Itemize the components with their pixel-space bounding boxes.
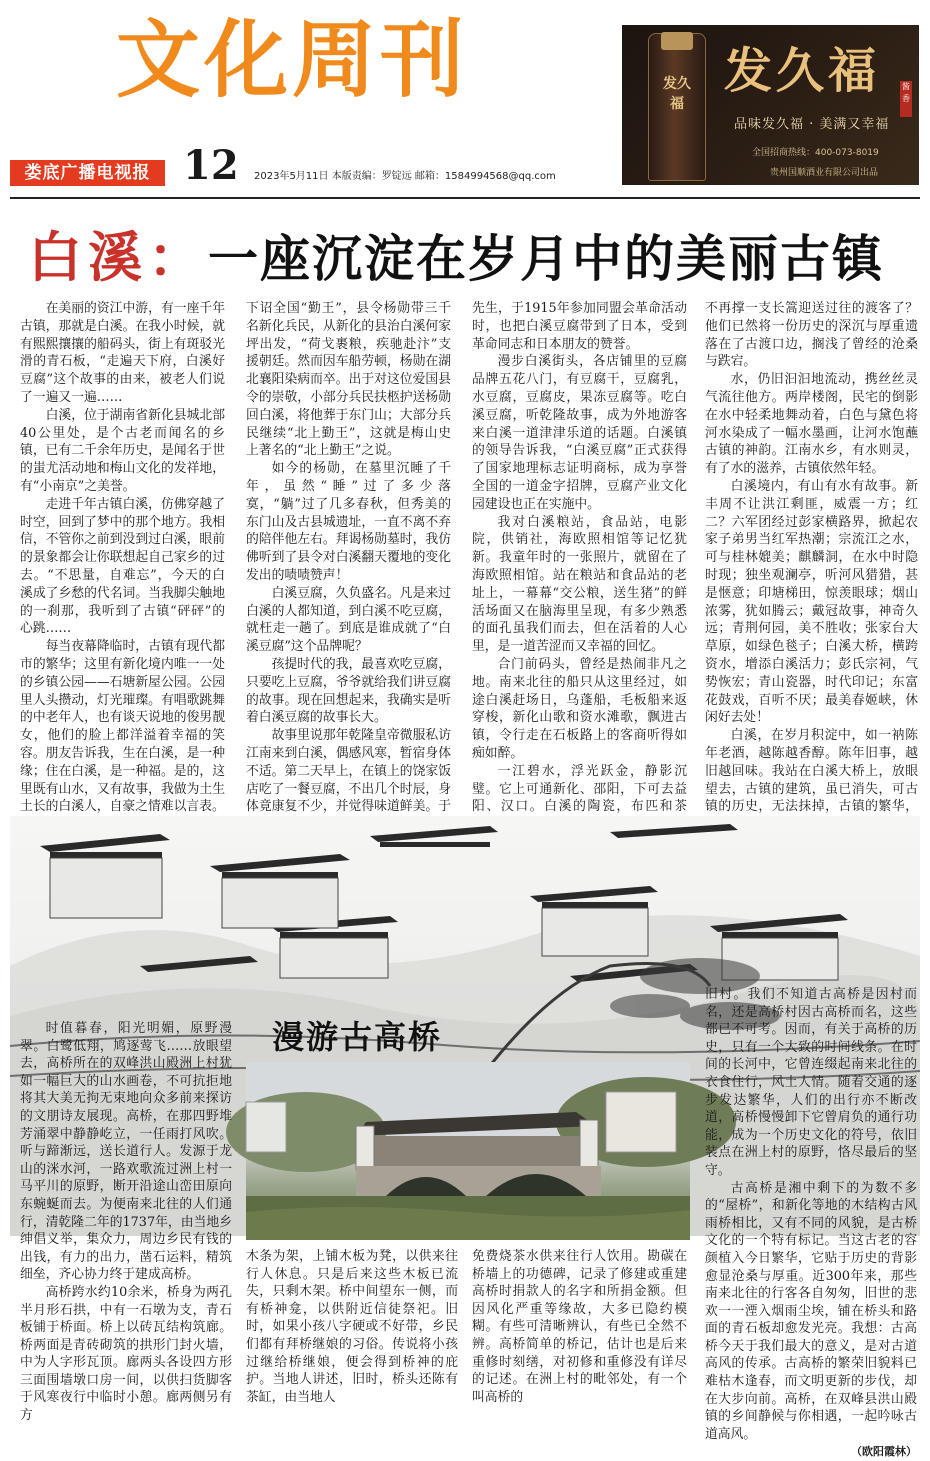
masthead-title: 文化周刊 [116, 11, 469, 109]
article2-column-3 [472, 1248, 687, 1405]
page-number: 12 [183, 142, 239, 189]
article2-byline: （欧阳霞林） [851, 1445, 917, 1459]
paragraph: 故事里说那年乾隆皇帝微服私访江南来到白溪，偶感风寒，暂宿身体不适。第二天早上，在镇上的饶家饭店吃了一餐豆腐，不出几个时辰，身体竟康复不少，并觉得味道鲜美。于 [246, 728, 451, 815]
ad-company: 贵州国顺酒业有限公司出品 [770, 168, 879, 178]
article1-column-2 [246, 300, 451, 820]
bridge-photo-drawing [246, 1062, 690, 1240]
paragraph: 木条为架，上铺木板为凳，以供来往行人休息。只是后来这些木板已流失，只剩木架。桥中间望东一侧，而有桥神龛，以供附近信徒祭祀。旧时，如果小孩八字硬或不好带，乡民们都有拜桥继娘的习俗。传说将小孩过继给桥继娘，便会得到桥神的庇护。当地人讲述，旧时，桥头还陈有茶缸，由当地人 [246, 1249, 458, 1405]
paragraph: 先生，于1915年参加同盟会革命活动时，也把白溪豆腐带到了日本，受到革命同志和日本朋友的赞誉。 [472, 301, 687, 352]
paragraph: 旧村。我们不知道古高桥是因村而名，还是高桥村因古高桥而名，这些都已不可考。因而，有关于高桥的历史，只有一个大致的时间线条。在时间的长河中，它曾连缀起南来北往的衣食住行，风土人情。随着交通的逐步发达繁华，人们的出行亦不断改道，高桥慢慢卸下它曾肩负的通行功能，成为一个历史文化的符号，依旧装点在洲上村的原野，恪尽最后的坚守。 [705, 987, 917, 1178]
covered-bridge-photo [246, 1062, 690, 1240]
bottle-label: 发久福 [663, 76, 691, 112]
paragraph: 合门前码头，曾经是热闹非凡之地。南来北往的船只从这里经过，如途白溪赶场日，乌蓬船，毛板船来返穿梭，新化山歌和资水滩歌，飘进古镇，令行走在石板路上的客商听得如痴如醉。 [472, 656, 687, 761]
paragraph: 白溪境内，有山有水有故事。新丰周不让洪江剩匪，威震一方；红二？六军团经过彭家横路界，掀起农家子弟男当红军热潮；宗流江之水，可与桂林媲美；麒麟洞，在水中时隐时现；独坐观澜亭，听河风猎猎，甚是惬意；印塘梯田，惊羡眼球；烟山浓雾，犹如腾云；戴冠故事，神奇久远；青荆何园，美不胜收；张家台大草原，如绿色毯子；白溪大桥，横跨资水，增添白溪活力；彭氏宗祠，气势恢宏；青山瓷器，时代印记；东富花鼓戏，百听不厌；最美春姬峡，休闲好去处！ [705, 478, 918, 726]
article1-column-1 [20, 300, 225, 820]
paragraph: 水，仍旧汩汩地流动，携丝丝灵气流往他方。两岸楼阁，民宅的倒影在水中轻柔地舞动着，白色与黛色将河水染成了一幅水墨画，让河水饱蘸古镇的神韵。江南水乡，有水则灵，有了水的滋养，古镇依然年轻。 [705, 372, 918, 477]
liquor-bottle-image [648, 33, 706, 181]
paragraph: 下诏全国“勤王”，县令杨勋带三千名新化兵民，从新化的县治白溪何家坪出发，“荷戈裹粮，疾驰赴汴”支援朝廷。然而因车船劳顿，杨勋在湖北襄阳染病而卒。出于对这位爱国县令的崇敬，小部分兵民扶柩护送杨勋回白溪，将他葬于东门山；大部分兵民继续“北上勤王”，这就是梅山史上著名的“北上勤王”之说。 [246, 301, 451, 459]
ad-seal-stamp: 酱香 [900, 81, 912, 117]
paragraph: 在美丽的资江中游，有一座千年古镇，那就是白溪。在我小时候，就有熙熙攘攘的船码头，街上有斑驳光滑的青石板，“走遍天下府，白溪好豆腐”这个故事的由来，被老人们说了一遍又一遍…… [20, 301, 225, 405]
paragraph: 每当夜幕降临时，古镇有现代都市的繁华；这里有新化境内唯一一处的乡镇公园——石塘新屋公园。公园里人头攒动，灯光璀璨。有唱歌跳舞的中老年人，也有谈天说地的俊男靓女，他们的脸上都洋溢着幸福的笑容。朋友告诉我，生在白溪，是一种缘；住在白溪，是一种福。是的，这里既有山水，又有故事，我做为土生土长的白溪人，自豪之情难以言表。 [20, 639, 225, 815]
article2-column-1 [20, 1020, 232, 1424]
ad-slogan: 品味发久福 · 美满又幸福 [734, 117, 890, 132]
header-divider [10, 197, 920, 199]
paragraph: 孩提时代的我，最喜欢吃豆腐，只要吃上豆腐，爷爷就给我们讲豆腐的故事。现在回想起来，我确实是听着白溪豆腐的故事长大。 [246, 656, 451, 726]
paragraph: 白溪，位于湖南省新化县城北部40公里处，是个古老而闻名的乡镇，已有二千余年历史，是闻名于世的蚩尤活动地和梅山文化的发祥地，有“小南京”之美誉。 [20, 407, 225, 494]
paragraph: 不再撑一支长篙迎送过往的渡客了？他们已然将一份历史的深沉与厚重遗落在了古渡口边，搁浅了曾经的沧桑与跌宕。 [705, 301, 918, 370]
paragraph: 免费烧茶水供来往行人饮用。勘碳在桥墙上的功德碑，记录了修建或重建高桥时捐款人的名字和所捐金额。但因风化严重等缘故，大多已隐约模糊。有些可清晰辨认，有些已全然不辨。高桥简单的桥记，估计也是后来重修时刻缮，对初修和重修没有详尽的记述。在洲上村的毗邻处，有一个叫高桥的 [472, 1249, 687, 1405]
dateline: 2023年5月11日 本版责编：罗锭远 邮箱：1584994568@qq.com [254, 171, 556, 182]
ad-brand-name: 发久福 [724, 43, 881, 99]
advertisement[interactable] [622, 25, 919, 185]
paragraph: 一江碧水，浮光跃金，静影沉璧。它上可通新化、邵阳，下可去益阳、汉口。白溪的陶瓷，布匹和茶 [472, 763, 687, 815]
paragraph: 我对白溪粮站，食品站，电影院，供销社，海欧照相馆等记忆犹新。我童年时的一张照片，就留在了海欧照相馆。站在粮站和食品站的老址上，一幕幕“交公粮，送生猪”的鲜活场面又在脑海里呈现，有多少熟悉的面孔虽我们而去，但在活着的人心里，是一道苦涩而又幸福的回忆。 [472, 514, 687, 655]
article1-column-4 [705, 300, 918, 820]
article2-column-2 [246, 1248, 458, 1405]
article-headline [28, 222, 884, 294]
paragraph: 漫步白溪街头，各店铺里的豆腐品牌五花八门，有豆腐干，豆腐乳，水豆腐，豆腐皮，果冻豆腐等。吃白溪豆腐，听乾隆故事，成为外地游客来白溪一道津津乐道的话题。白溪镇的领导告诉我，“白溪豆腐”正式获得了国家地理标志证明商标，成为享誉全国的一道金字招牌，豆腐产业文化园建设也正在实施中。 [472, 354, 687, 512]
paragraph: 走进千年古镇白溪，仿佛穿越了时空，回到了梦中的那个地方。我相信，不管你之前到没到过白溪，眼前的景象都会让你联想起自己家乡的过去。“不思量，自难忘”，今天的白溪成了乡愁的代名词。当我脚尖触地的一刹那，我听到了古镇“砰砰”的心跳…… [20, 496, 225, 637]
paragraph: 古高桥是湘中剩下的为数不多的“屋桥”，和新化等地的木结构古风雨桥相比，又有不同的风貌，是古桥文化的一个特有标记。当这古老的容颜植入今日繁华，它贴于历史的背影愈显沧桑与厚重。近300年来，那些南来北往的行客各自匆匆，旧世的悲欢一一湮入烟雨尘埃，铺在桥头和路面的青石板却愈发光亮。我想：古高桥今天于我们最大的意义，是对古道高风的传承。古高桥的繁荣旧貌料已难枯木逢春，而文明更新的步伐，却在大步向前。高桥，在双峰县洪山殿镇的乡间静候与你相遇，一起吟咏古道高风。 [705, 1180, 917, 1442]
article2-column-4 [705, 986, 917, 1459]
paragraph: 如今的杨勋，在墓里沉睡了千年，虽然“睡”过了多少落寞，“躺”过了几多春秋，但秀美的东门山及古县城遗址，一直不离不弃的陪伴他左右。拜谒杨勋墓时，我仿佛听到了县令对白溪翻天覆地的变化发出的啧啧赞声！ [246, 461, 451, 583]
paragraph: 时值暮春，阳光明媚，原野漫翠。白鹭低翔，鸠逐莺飞……放眼望去，高桥所在的双峰洪山殿洲上村犹如一幅巨大的山水画卷，不可抗拒地将其大美无拘无束地向众多前来探访的文朋诗友展现。高桥，在那四野堆芳涌翠中静静屹立，一任雨打风吹。听与蹄渐远，送长道行人。发源于龙山的洣水河，一路欢歌流过洲上村一马平川的原野，断开沿途山峦田原向东蜿蜒而去。为便南来北往的人们通行，清乾隆二年的1737年，由当地乡绅倡义举，集众力，周边乡民有钱的出钱，有力的出力，凿石运料，精筑细垒，齐心协力终于建成高桥。 [20, 1021, 232, 1283]
feature-title: 漫游古高桥 [272, 1018, 443, 1056]
newspaper-name-badge: 娄底广播电视报 [10, 160, 165, 186]
paragraph: 白溪，在岁月积淀中，如一衲陈年老酒，越陈越香醇。陈年旧事，越旧越回味。我站在白溪大桥上，放眼望去，古镇的建筑，虽已消失，可古镇的历史，无法抹掉，古镇的繁华， [705, 728, 918, 815]
bottle-cap [661, 32, 693, 50]
headline-rest: 一座沉淀在岁月中的美丽古镇 [208, 230, 884, 288]
article1-column-3 [472, 300, 687, 820]
ad-phone: 全国招商热线：400-073-8019 [752, 148, 879, 158]
paragraph: 白溪豆腐，久负盛名。凡是来过白溪的人都知道，到白溪不吃豆腐，就枉走一趟了。到底是谁成就了“白溪豆腐”这个品牌呢？ [246, 585, 451, 655]
headline-lead: 白溪： [28, 226, 208, 289]
paragraph: 高桥跨水约10余米，桥身为两孔半月形石拱，中有一石墩为支，青石板铺于桥面。桥上以砖瓦结构筑廊。桥两面是青砖砌筑的拱形门封火墙，中为人字形瓦顶。廊两头各设四方形三面围墙墩口房一间，以供扫货脚客于风寒夜行中临时小憩。廊两侧另有方 [20, 1284, 232, 1424]
